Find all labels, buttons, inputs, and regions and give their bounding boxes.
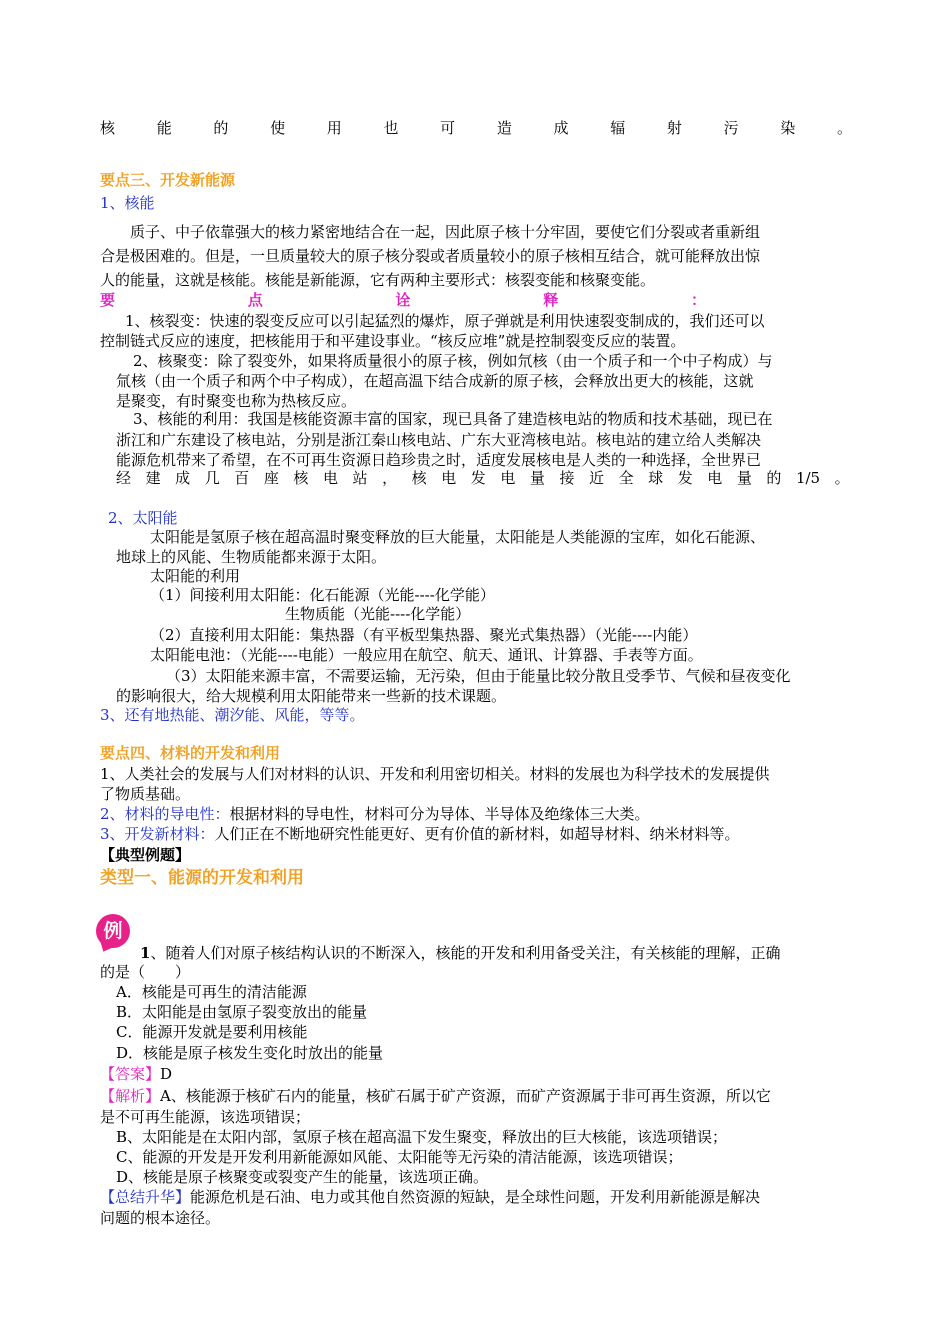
example-stem-text: 、随着人们对原子核结构认识的不断深入，核能的开发和利用备受关注，有关核能的理解，正确 — [150, 944, 781, 962]
paragraph-line: （2）直接利用太阳能：集热器（有平板型集热器、聚光式集热器）（光能----内能） — [150, 626, 698, 644]
examples-heading: 【典型例题】 — [100, 846, 191, 864]
char: 核 — [411, 469, 427, 487]
paragraph-line: 了物质基础。 — [100, 785, 191, 803]
char: 要 — [100, 291, 116, 309]
char: 电 — [441, 469, 457, 487]
sub-heading-nuclear: 1、核能 — [100, 194, 155, 212]
char: 用 — [326, 119, 342, 137]
paragraph-line: 控制链式反应的速度，把核能用于和平建设事业。“核反应堆”就是控制裂变反应的装置。 — [100, 332, 686, 350]
char: 辐 — [610, 119, 626, 137]
type1-heading: 类型一、能源的开发和利用 — [100, 868, 304, 888]
char: 使 — [270, 119, 286, 137]
analysis-line: 是不可再生能源，该选项错误； — [100, 1108, 311, 1126]
answer-line — [100, 1064, 172, 1084]
new-materials-text: 人们正在不断地研究性能更好、更有价值的新材料，如超导材料、纳米材料等。 — [214, 825, 740, 843]
paragraph-line: 太阳能的利用 — [150, 567, 241, 585]
paragraph-line: 浙江和广东建设了核电站，分别是浙江秦山核电站、广东大亚湾核电站。核电站的建立给人类解决 — [116, 431, 762, 449]
option-a: A．核能是可再生的清洁能源 — [116, 983, 307, 1001]
paragraph-line: 2、核聚变：除了裂变外，如果将质量很小的原子核，例如氘核（由一个质子和一个中子构成）与 — [133, 352, 773, 370]
char: 的 — [766, 469, 782, 487]
char: 全 — [618, 469, 634, 487]
paragraph-line: （3）太阳能来源丰富，不需要运输，无污染，但由于能量比较分散且受季节、气候和昼夜变化 — [166, 667, 791, 685]
char: 成 — [553, 119, 569, 137]
paragraph-line: 1、核裂变：快速的裂变反应可以引起猛烈的爆炸，原子弹就是利用快速裂变制成的，我们还可以 — [125, 312, 765, 330]
analysis-line — [100, 1086, 771, 1106]
char: 能 — [156, 119, 172, 137]
char: 成 — [175, 469, 191, 487]
char: 站 — [352, 469, 368, 487]
char: 点 — [247, 291, 263, 309]
section4-heading: 要点四、材料的开发和利用 — [100, 744, 281, 762]
char: 接 — [559, 469, 575, 487]
sub-heading-other: 3、还有地热能、潮汐能、风能，等等。 — [100, 706, 365, 724]
paragraph-line: 人的能量，这就是核能。核能是新能源，它有两种主要形式：核裂变能和核聚变能。 — [100, 271, 656, 289]
paragraph-line: 地球上的风能、生物质能都来源于太阳。 — [116, 548, 387, 566]
option-c: C．能源开发就是要利用核能 — [116, 1023, 308, 1041]
char: 发 — [677, 469, 693, 487]
char: 电 — [707, 469, 723, 487]
paragraph-line: （1）间接利用太阳能：化石能源（光能----化学能） — [150, 586, 495, 604]
char: ： — [690, 291, 706, 309]
char: 也 — [383, 119, 399, 137]
char: 的 — [213, 119, 229, 137]
char: 球 — [648, 469, 664, 487]
paragraph-line — [100, 804, 650, 824]
paragraph-line: 合是极困难的。但是，一旦质量较大的原子核分裂或者质量较小的原子核相互结合，就可能释放出惊 — [100, 247, 761, 265]
key-points-heading — [100, 290, 706, 310]
paragraph-line: 1、人类社会的发展与人们对材料的认识、开发和利用密切相关。材料的发展也为科学技术的发展提供 — [100, 765, 770, 783]
paragraph-line: 能源危机带来了希望，在不可再生资源日趋珍贵之时，适度发展核电是人类的一种选择，全世界已 — [116, 451, 762, 469]
paragraph-line: 质子、中子依靠强大的核力紧密地结合在一起，因此原子核十分牢固，要使它们分裂或者重新组 — [130, 223, 761, 241]
paragraph-line — [100, 824, 740, 844]
summary-line — [100, 1187, 760, 1207]
conductivity-text: 根据材料的导电性，材料可分为导体、半导体及绝缘体三大类。 — [229, 805, 650, 823]
justified-line — [116, 468, 850, 488]
analysis-label: 【解析】 — [100, 1087, 161, 1105]
paragraph-line: 太阳能是氢原子核在超高温时聚变释放的巨大能量，太阳能是人类能源的宝库，如化石能源、 — [150, 528, 766, 546]
new-materials-label: 3、开发新材料： — [100, 825, 215, 843]
paragraph-line: 太阳能电池：（光能----电能）一般应用在航空、航天、通讯、计算器、手表等方面。 — [150, 646, 703, 664]
option-d: D．核能是原子核发生变化时放出的能量 — [116, 1044, 384, 1062]
summary-line: 问题的根本途径。 — [100, 1209, 221, 1227]
analysis-line: B、太阳能是在太阳内部，氢原子核在超高温下发生聚变，释放出的巨大核能，该选项错误； — [116, 1128, 728, 1146]
char: 几 — [204, 469, 220, 487]
char: 建 — [145, 469, 161, 487]
char: 1/5 — [795, 469, 821, 487]
example-number: 1 — [140, 944, 151, 962]
analysis-text: A、核能源于核矿石内的能量，核矿石属于矿产资源，而矿产资源属于非可再生资源，所以它 — [160, 1087, 771, 1105]
char: 可 — [440, 119, 456, 137]
section3-heading: 要点三、开发新能源 — [100, 171, 236, 189]
paragraph-line: 的影响很大，给大规模利用太阳能带来一些新的技术课题。 — [116, 687, 507, 705]
char: 射 — [666, 119, 682, 137]
char: 发 — [470, 469, 486, 487]
char: 。 — [834, 469, 850, 487]
paragraph-line: 是聚变，有时聚变也称为热核反应。 — [116, 392, 357, 410]
char: 量 — [529, 469, 545, 487]
char: 近 — [589, 469, 605, 487]
sub-heading-solar: 2、太阳能 — [108, 509, 178, 527]
char: 诠 — [395, 291, 411, 309]
option-b: B．太阳能是由氢原子裂变放出的能量 — [116, 1003, 368, 1021]
top-line — [100, 118, 852, 138]
analysis-line: D、核能是原子核聚变或裂变产生的能量，该选项正确。 — [116, 1168, 489, 1186]
char: 经 — [116, 469, 132, 487]
answer-label: 【答案】 — [100, 1065, 161, 1083]
paragraph-line: 3、核能的利用：我国是核能资源丰富的国家，现已具备了建造核电站的物质和技术基础，现已在 — [133, 410, 773, 428]
example-badge-icon: 例 — [96, 914, 130, 948]
paragraph-line: 氚核（由一个质子和两个中子构成），在超高温下结合成新的原子核，会释放出更大的核能，这就 — [116, 372, 754, 390]
paragraph-line: 生物质能（光能----化学能） — [285, 605, 471, 623]
conductivity-label: 2、材料的导电性： — [100, 805, 230, 823]
example-stem-line2: 的是（ ） — [100, 963, 191, 981]
char: 释 — [543, 291, 559, 309]
char: 染 — [780, 119, 796, 137]
analysis-line: C、能源的开发是开发利用新能源如风能、太阳能等无污染的清洁能源，该选项错误； — [116, 1148, 683, 1166]
char: 。 — [836, 119, 852, 137]
char: 电 — [322, 469, 338, 487]
char: 座 — [263, 469, 279, 487]
char: 百 — [234, 469, 250, 487]
char: ， — [382, 469, 398, 487]
char: 污 — [723, 119, 739, 137]
char: 量 — [736, 469, 752, 487]
example-stem — [140, 943, 780, 963]
char: 核 — [293, 469, 309, 487]
char: 电 — [500, 469, 516, 487]
summary-text: 能源危机是石油、电力或其他自然资源的短缺，是全球性问题，开发利用新能源是解决 — [190, 1188, 761, 1206]
summary-label: 【总结升华】 — [100, 1188, 191, 1206]
answer-value: D — [160, 1065, 173, 1083]
char: 造 — [496, 119, 512, 137]
char: 核 — [100, 119, 116, 137]
